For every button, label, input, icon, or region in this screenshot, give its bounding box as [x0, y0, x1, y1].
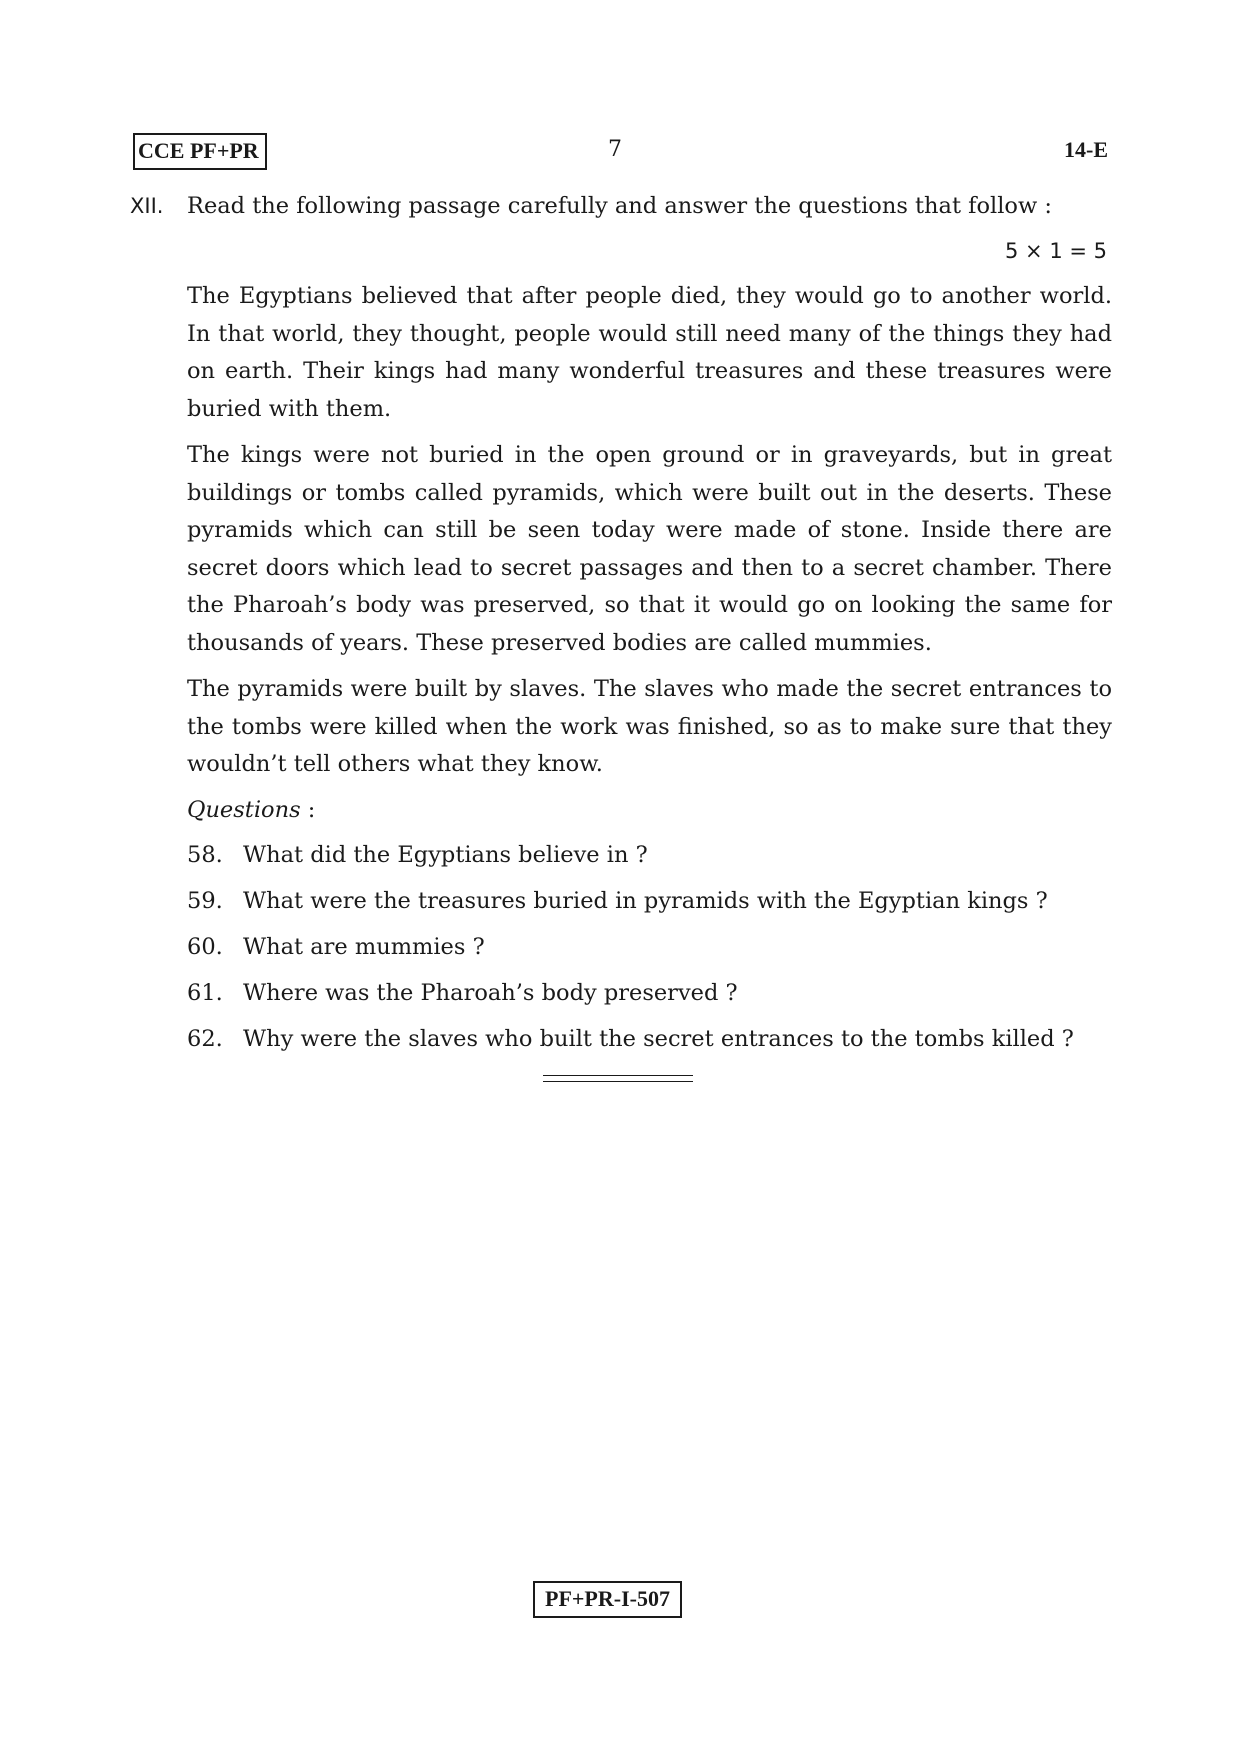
section-heading — [130, 188, 1115, 225]
end-of-section-rule — [543, 1075, 693, 1082]
passage-paragraph: The pyramids were built by slaves. The slaves who made the secret entrances to the tombs were killed when the work was finished, so as to make sure that they wouldn’t tell others what they know. — [187, 676, 1112, 777]
question-text: What did the Egyptians believe in ? — [243, 842, 648, 868]
question-item — [187, 1021, 1115, 1059]
paper-code: 14-E — [1064, 137, 1108, 162]
question-item — [187, 929, 1115, 967]
question-list — [187, 837, 1115, 1059]
question-text: What were the treasures buried in pyramids with the Egyptian kings ? — [243, 888, 1048, 914]
question-number: 61. — [187, 980, 223, 1006]
question-number: 62. — [187, 1026, 223, 1052]
question-item — [187, 837, 1115, 875]
page-number: 7 — [608, 137, 622, 162]
question-text: Where was the Pharoah’s body preserved ? — [243, 980, 738, 1006]
questions-heading — [187, 792, 1115, 830]
question-number: 59. — [187, 888, 223, 914]
reading-passage — [187, 278, 1112, 784]
question-item — [187, 975, 1115, 1013]
page-header — [133, 133, 1108, 171]
section-xii — [130, 188, 1115, 1067]
question-item — [187, 883, 1115, 921]
question-text: Why were the slaves who built the secret entrances to the tombs killed ? — [243, 1026, 1074, 1052]
questions-label: Questions — [187, 796, 301, 823]
exam-code-box: CCE PF+PR — [133, 133, 267, 170]
passage-paragraph: The kings were not buried in the open ground or in graveyards, but in great buildings or tombs called pyramids, which were built out in the deserts. These pyramids which can still be seen today were made of stone. Inside there are secret doors which lead to secret passages and then to a secret chamber. There the Pharoah’s body was preserved, so that it would go on looking the same for thousands of years. These preserved bodies are called mummies. — [187, 442, 1112, 656]
question-number: 60. — [187, 934, 223, 960]
question-text: What are mummies ? — [243, 934, 485, 960]
questions-label-colon: : — [300, 796, 316, 823]
marks-allocation: 5 × 1 = 5 — [1005, 239, 1107, 263]
passage-paragraph: The Egyptians believed that after people died, they would go to another world. In that world, they thought, people would still need many of the things they had on earth. Their kings had many wonderful treasures and these treasures were buried with them. — [187, 283, 1112, 422]
footer-code-box: PF+PR-I-507 — [533, 1581, 682, 1618]
section-number: XII. — [130, 194, 164, 218]
question-number: 58. — [187, 842, 223, 868]
section-instruction: Read the following passage carefully and answer the questions that follow : — [187, 193, 1052, 219]
